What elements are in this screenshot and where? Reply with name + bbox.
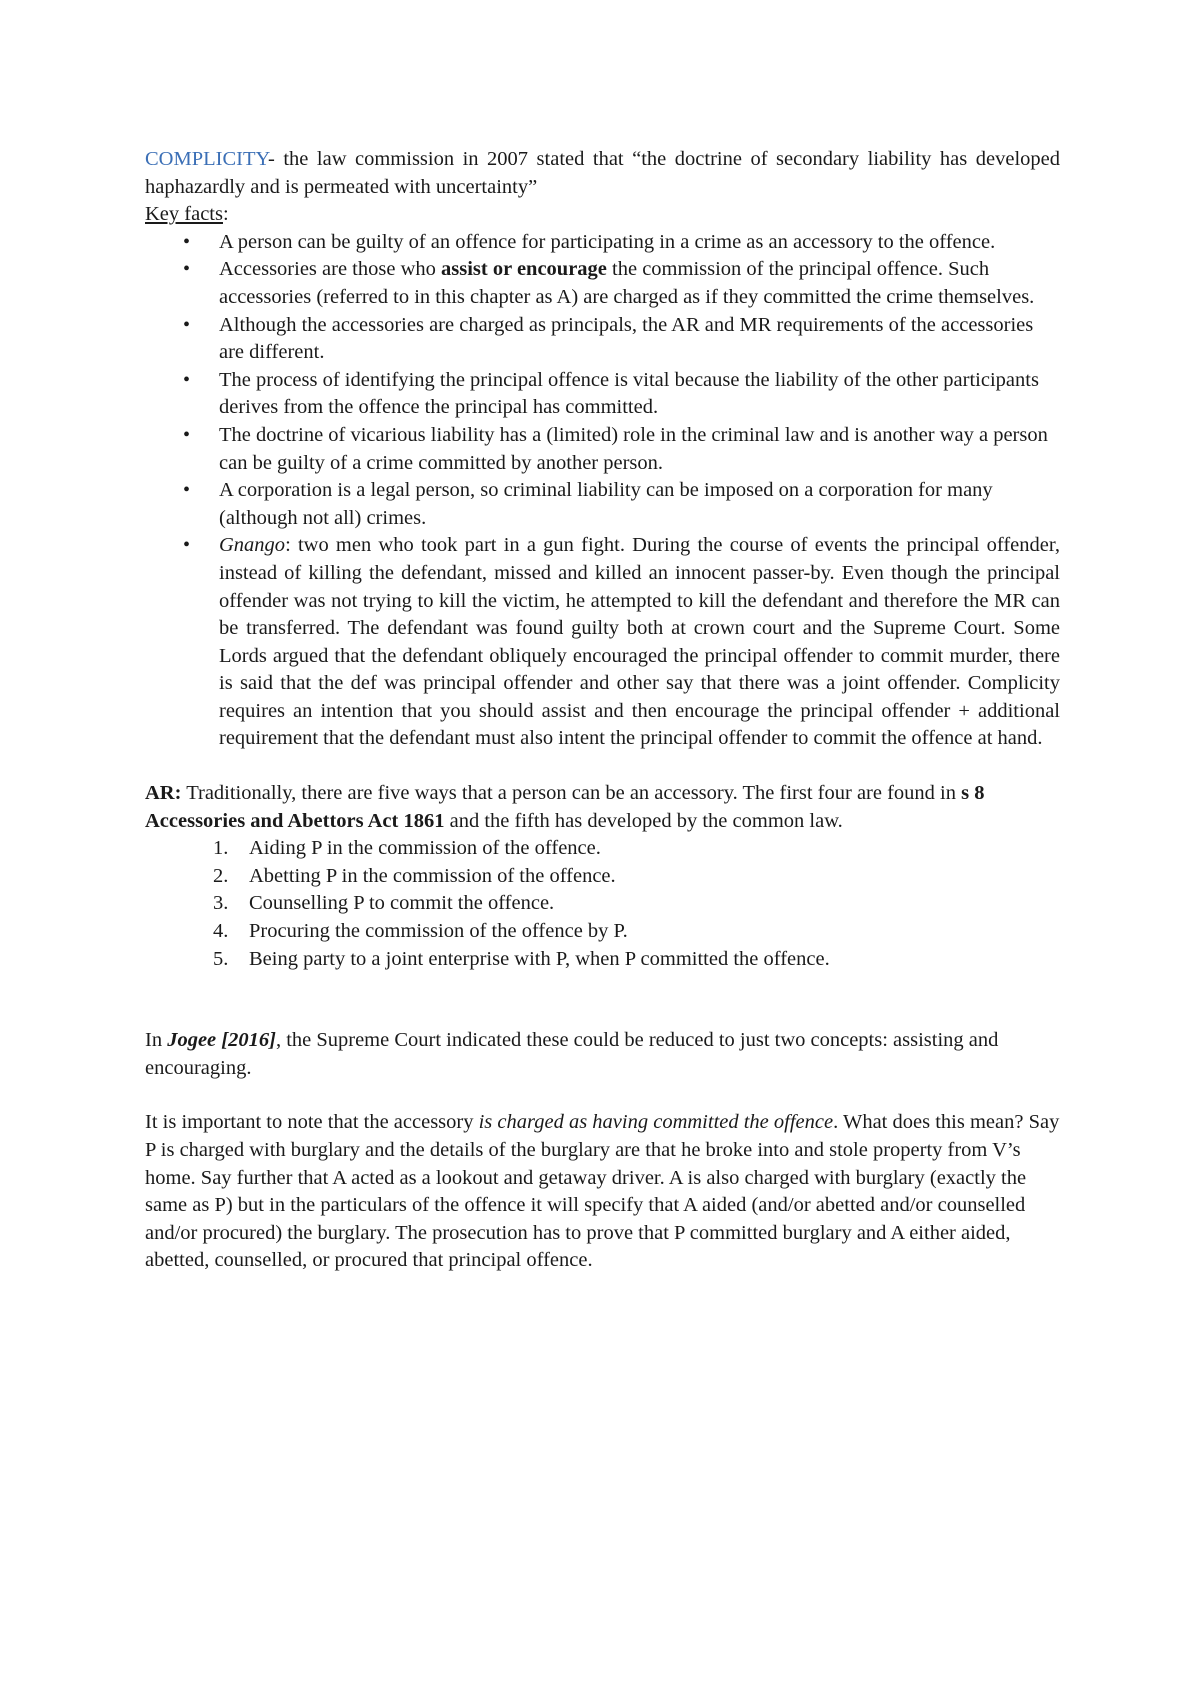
list-item-gnango: • Gnango: two men who took part in a gun fight. During the course of events the principal offender, instead of killing the defendant, missed and killed an innocent passer-by. Even though the principal offender was not trying to kill the victim, he attempted to kill the defendant and therefore the MR can be transferred. The defendant was found guilty both at crown court and the Supreme Court. Some Lords argued that the defendant obliquely encouraged the principal offender to commit murder, there is said that the def was principal offender and other say that there was a joint offender. Complicity requires an intention that you should assist and then encourage the principal offender + additional requirement that the defendant must also intent the principal offender to commit the offence at hand.: [145, 532, 1060, 753]
spacer: [145, 753, 1060, 780]
complicity-heading: COMPLICITY: [145, 148, 269, 170]
ar-label: AR:: [145, 782, 182, 805]
document-page: [145, 146, 1060, 1275]
spacer: [145, 1082, 1060, 1109]
statute-reference: s 8 Accessories and Abettors Act 1861: [145, 782, 985, 832]
list-item: • Although the accessories are charged as principals, the AR and MR requirements of the accessories are different.: [145, 312, 1060, 367]
gnango-case-name: Gnango: [219, 534, 286, 557]
accessory-ways-list: [145, 835, 1060, 973]
list-item: 3. Counselling P to commit the offence.: [213, 892, 555, 915]
ar-paragraph: AR: Traditionally, there are five ways that a person can be an accessory. The first four are found in s 8 Accessories and Abettors Act 1861 and the fifth has developed by the common law.: [145, 782, 985, 832]
jogee-case-name: Jogee [2016]: [167, 1029, 276, 1052]
key-facts-label: Key facts:: [145, 203, 229, 226]
list-item: 1. Aiding P in the commission of the offence.: [213, 837, 601, 860]
important-paragraph: It is important to note that the accessory is charged as having committed the offence. What does this mean? Say P is charged with burglary and the details of the burglary are that he broke into and stole property from V’s home. Say further that A acted as a lookout and getaway driver. A is also charged with burglary (exactly the same as P) but in the particulars of the offence it will specify that A aided (and/or abetted and/or counselled and/or procured) the burglary. The prosecution has to prove that P committed burglary and A either aided, abetted, counselled, or procured that principal offence.: [145, 1111, 1060, 1272]
intro-text: - the law commission in 2007 stated that “the doctrine of secondary liability has developed haphazardly and is permeated with uncertainty”: [145, 148, 1060, 198]
list-item: • A corporation is a legal person, so criminal liability can be imposed on a corporation for many (although not all) crimes.: [145, 477, 1060, 532]
list-item: 4. Procuring the commission of the offence by P.: [213, 920, 628, 943]
list-item: • The doctrine of vicarious liability has a (limited) role in the criminal law and is another way a person can be guilty of a crime committed by another person.: [145, 422, 1060, 477]
key-facts-text: Key facts: [145, 203, 223, 226]
list-item: 5. Being party to a joint enterprise with P, when P committed the offence.: [213, 947, 830, 970]
list-item: • A person can be guilty of an offence for participating in a crime as an accessory to the offence.: [145, 229, 1060, 257]
jogee-paragraph: In Jogee [2016], the Supreme Court indicated these could be reduced to just two concepts: assisting and encouraging.: [145, 1029, 999, 1079]
key-facts-list: [145, 229, 1060, 753]
spacer: [145, 973, 1060, 1027]
list-item: • Accessories are those who assist or encourage the commission of the principal offence. Such accessories (referred to in this chapter as A) are charged as if they committed the crime themselves.: [145, 256, 1060, 311]
list-item: • The process of identifying the principal offence is vital because the liability of the other participants derives from the offence the principal has committed.: [145, 367, 1060, 422]
emphasis-text: is charged as having committed the offence: [478, 1111, 834, 1134]
intro-paragraph: [145, 146, 1060, 201]
list-item: 2. Abetting P in the commission of the offence.: [213, 864, 616, 887]
